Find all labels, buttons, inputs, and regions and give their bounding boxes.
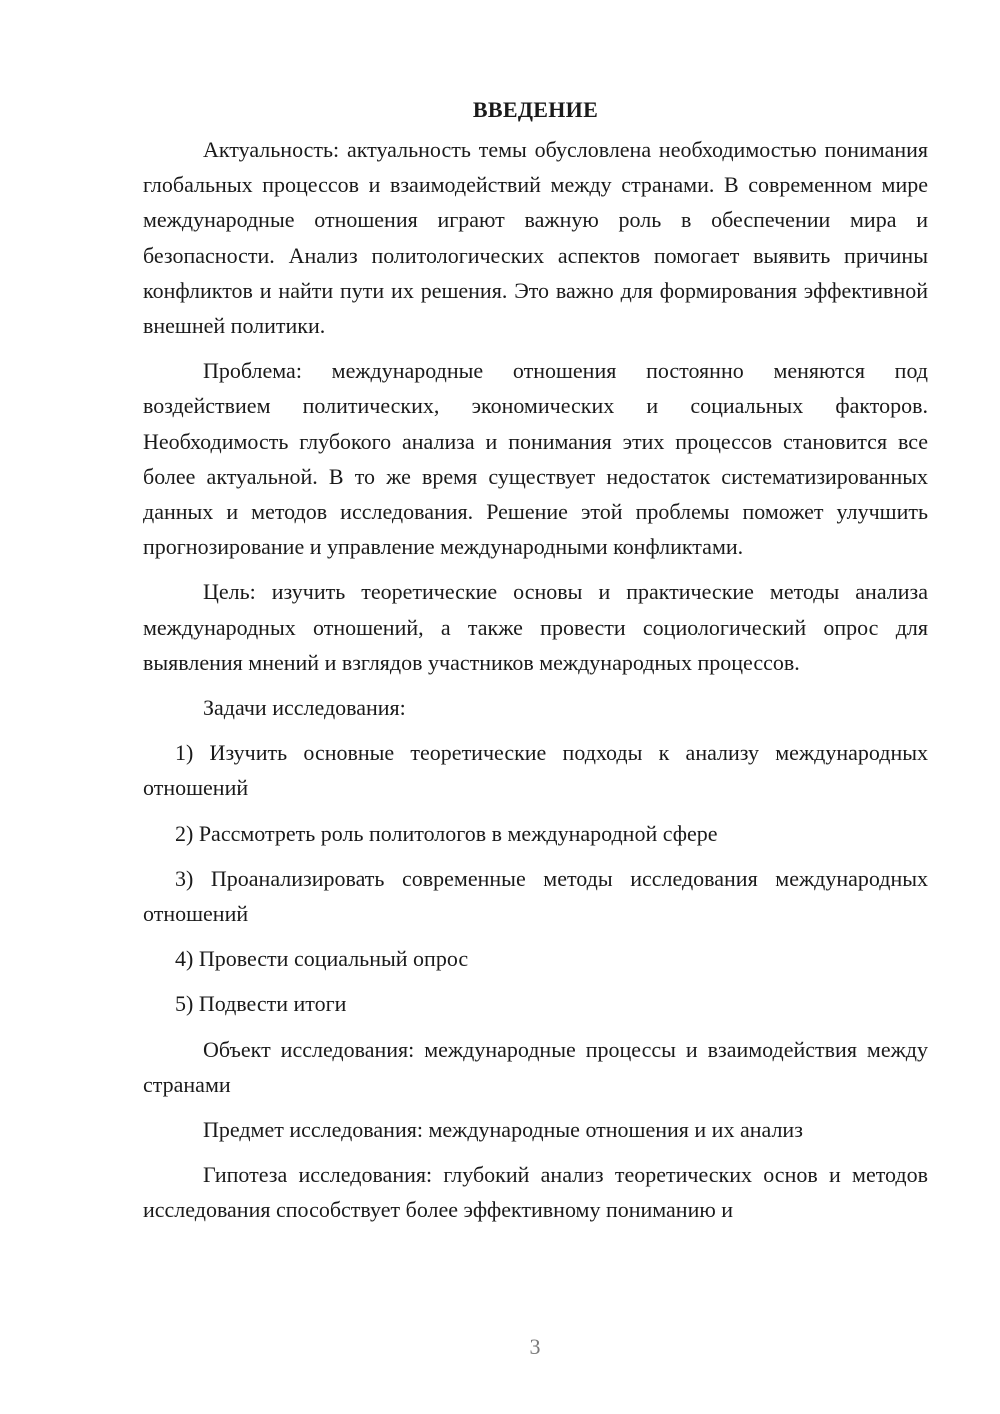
section-heading: ВВЕДЕНИЕ — [472, 97, 599, 122]
page-number: 3 — [529, 1334, 541, 1359]
problem-paragraph: Проблема: международные отношения постоянно меняются под воздействием политических, экономических и социальных факторов. Необходимость глубокого анализа и понимания этих процессов становится все более актуальной. В то же время существует недостаток систематизированных данных и методов исследования. Решение этой проблемы поможет улучшить прогнозирование и управление международными конфликтами. — [143, 358, 928, 560]
hypothesis-paragraph: Гипотеза исследования: глубокий анализ теоретических основ и методов исследования способствует более эффективному пониманию и — [143, 1162, 928, 1223]
object-paragraph: Объект исследования: международные процессы и взаимодействия между странами — [143, 1036, 928, 1097]
task-item-3: 3) Проанализировать современные методы исследования международных отношений — [143, 865, 928, 927]
task-item-4: 4) Провести социальный опрос — [175, 946, 469, 972]
task-item-5: 5) Подвести итоги — [175, 991, 347, 1017]
page-content — [143, 92, 928, 1238]
task-item-2: 2) Рассмотреть роль политологов в международной сфере — [175, 820, 718, 846]
subject-paragraph: Предмет исследования: международные отношения и их анализ — [203, 1117, 803, 1143]
relevance-paragraph: Актуальность: актуальность темы обусловлена необходимостью понимания глобальных процессов и взаимодействий между странами. В современном мире международные отношения играют важную роль в обеспечении мира и безопасности. Анализ политологических аспектов помогает выявить причины конфликтов и найти пути их решения. Это важно для формирования эффективной внешней политики. — [143, 137, 928, 339]
task-item-1: 1) Изучить основные теоретические подходы к анализу международных отношений — [143, 740, 928, 801]
tasks-title: Задачи исследования: — [203, 695, 406, 721]
goal-paragraph: Цель: изучить теоретические основы и практические методы анализа международных отношений, а также провести социологический опрос для выявления мнений и взглядов участников международных процессов. — [143, 579, 928, 675]
